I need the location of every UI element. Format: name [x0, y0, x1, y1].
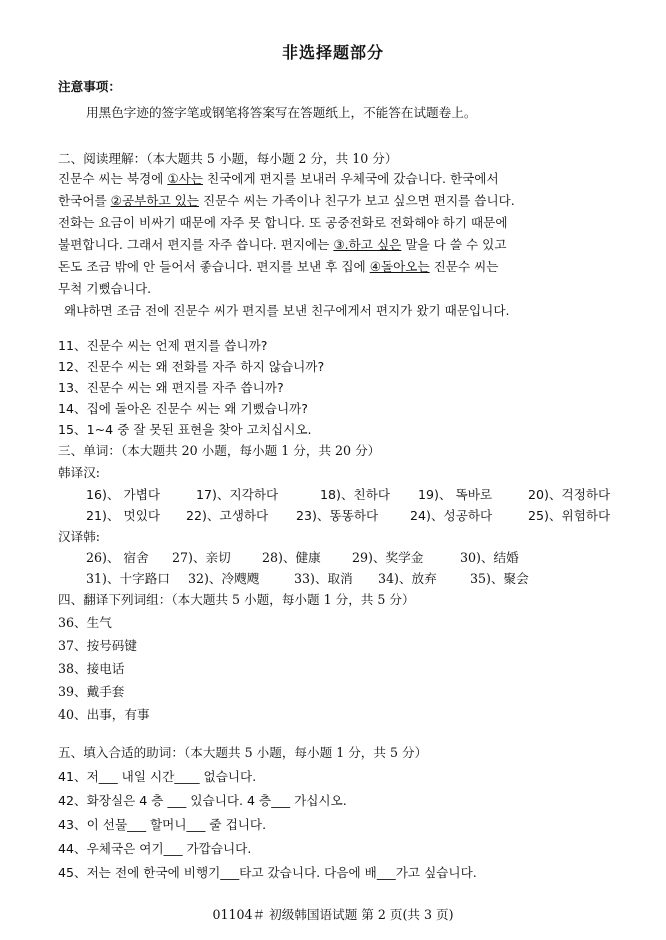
particle-43: 43、이 선물___ 할머니___ 줄 겁니다. — [58, 817, 267, 832]
particles-heading: 五、填入合适的助词：（本大题共 5 小题，每小题 1 分，共 5 分） — [58, 745, 428, 760]
question-11: 11、진문수 씨는 언제 편지를 씁니까? — [58, 338, 268, 353]
reading-heading: 二、阅读理解：（本大题共 5 小题，每小题 2 分，共 10 分） — [58, 151, 398, 166]
page-title: 非选择题部分 — [281, 43, 384, 62]
phrases-heading: 四、翻译下列词组：（本大题共 5 小题，每小题 1 分，共 5 分） — [58, 592, 415, 607]
reading-underline-3: ③.하고 싶은 — [333, 237, 402, 252]
vocab-item: 29)、奖学金 — [352, 550, 424, 565]
vocab-item: 27)、亲切 — [172, 550, 231, 565]
vocab-item: 26)、 宿舍 — [86, 550, 149, 565]
vocab-item: 25)、위험하다 — [528, 508, 611, 523]
vocab-item: 18)、친하다 — [320, 487, 391, 502]
particle-45: 45、저는 전에 한국에 비행기___타고 갔습니다. 다음에 배___가고 싶습니다. — [58, 865, 477, 880]
phrase-36: 36、生气 — [58, 615, 112, 630]
vocab-item: 35)、聚会 — [470, 571, 529, 586]
vocab-item: 23)、똥똥하다 — [296, 508, 379, 523]
particle-42: 42、화장실은 4 층 ___ 있습니다. 4 층___ 가십시오. — [58, 793, 347, 808]
phrase-37: 37、按号码键 — [58, 638, 137, 653]
reading-line-5 — [58, 256, 498, 275]
notice-heading: 注意事项： — [58, 79, 121, 94]
vocab-heading: 三、单词：（本大题共 20 小题，每小题 1 分，共 20 分） — [58, 443, 381, 458]
phrase-39: 39、戴手套 — [58, 684, 125, 699]
reading-line-2 — [58, 190, 515, 209]
particle-41: 41、저___ 내일 시간____ 없습니다. — [58, 769, 257, 784]
question-15: 15、1~4 중 잘 못된 표현을 찾아 고치십시오. — [58, 422, 312, 437]
vocab-item: 32)、冷飕飕 — [188, 571, 260, 586]
page-footer: 01104＃ 初级韩国语试题 第 2 页(共 3 页) — [212, 907, 454, 922]
reading-text: 한국어를 — [58, 193, 111, 208]
reading-text: 진문수 씨는 북경에 — [58, 171, 168, 186]
reading-text: 친국에게 편지를 보내러 우체국에 갔습니다. 한국에서 — [202, 171, 499, 186]
vocab-item: 21)、 멋있다 — [86, 508, 161, 523]
vocab-item: 19)、 똑바로 — [418, 487, 493, 502]
particle-44: 44、우체국은 여기___ 가깝습니다. — [58, 841, 252, 856]
reading-line-1 — [58, 168, 499, 187]
reading-text: 불편합니다. 그래서 편지를 자주 씁니다. 편지에는 — [58, 237, 334, 252]
phrase-38: 38、接电话 — [58, 661, 125, 676]
vocab-cn-kr-label: 汉译韩: — [58, 529, 101, 544]
vocab-item: 20)、걱정하다 — [528, 487, 611, 502]
vocab-item: 30)、结婚 — [460, 550, 519, 565]
notice-text: 用黑色字迹的签字笔或钢笔将答案写在答题纸上，不能答在试题卷上。 — [86, 105, 477, 120]
vocab-kr-cn-label: 韩译汉: — [58, 465, 101, 480]
vocab-item: 28)、健康 — [262, 550, 321, 565]
reading-line-3: 전화는 요금이 비싸기 때문에 자주 못 합니다. 또 공중전화로 전화해야 하기 때문에 — [58, 215, 508, 230]
vocab-item: 24)、성공하다 — [410, 508, 493, 523]
reading-underline-1: ①사는 — [167, 171, 203, 186]
reading-line-7: 왜냐하면 조금 전에 진문수 씨가 편지를 보낸 친구에게서 편지가 왔기 때문입니다. — [64, 303, 510, 318]
vocab-item: 33)、取消 — [294, 571, 353, 586]
reading-text: 말을 다 쓸 수 있고 — [401, 237, 507, 252]
question-13: 13、진문수 씨는 왜 편지를 자주 씁니까? — [58, 380, 284, 395]
question-12: 12、진문수 씨는 왜 전화를 자주 하지 않습니까? — [58, 359, 325, 374]
reading-underline-4: ④돌아오는 — [369, 259, 430, 274]
vocab-item: 31)、十字路口 — [86, 571, 170, 586]
vocab-item: 17)、지각하다 — [196, 487, 279, 502]
reading-text: 돈도 조금 밖에 안 들어서 좋습니다. 편지를 보낸 후 집에 — [58, 259, 370, 274]
reading-line-6: 무척 기뻤습니다. — [58, 281, 152, 296]
reading-underline-2: ②공부하고 있는 — [110, 193, 199, 208]
reading-line-4 — [58, 234, 507, 253]
vocab-item: 16)、 가볍다 — [86, 487, 161, 502]
vocab-item: 34)、放弃 — [378, 571, 437, 586]
phrase-40: 40、出事，有事 — [58, 707, 150, 722]
reading-text: 진문수 씨는 — [429, 259, 499, 274]
question-14: 14、집에 돌아온 진문수 씨는 왜 기뻤습니까? — [58, 401, 308, 416]
vocab-item: 22)、고생하다 — [186, 508, 269, 523]
reading-text: 진문수 씨는 가족이나 친구가 보고 싶으면 편지를 씁니다. — [198, 193, 515, 208]
